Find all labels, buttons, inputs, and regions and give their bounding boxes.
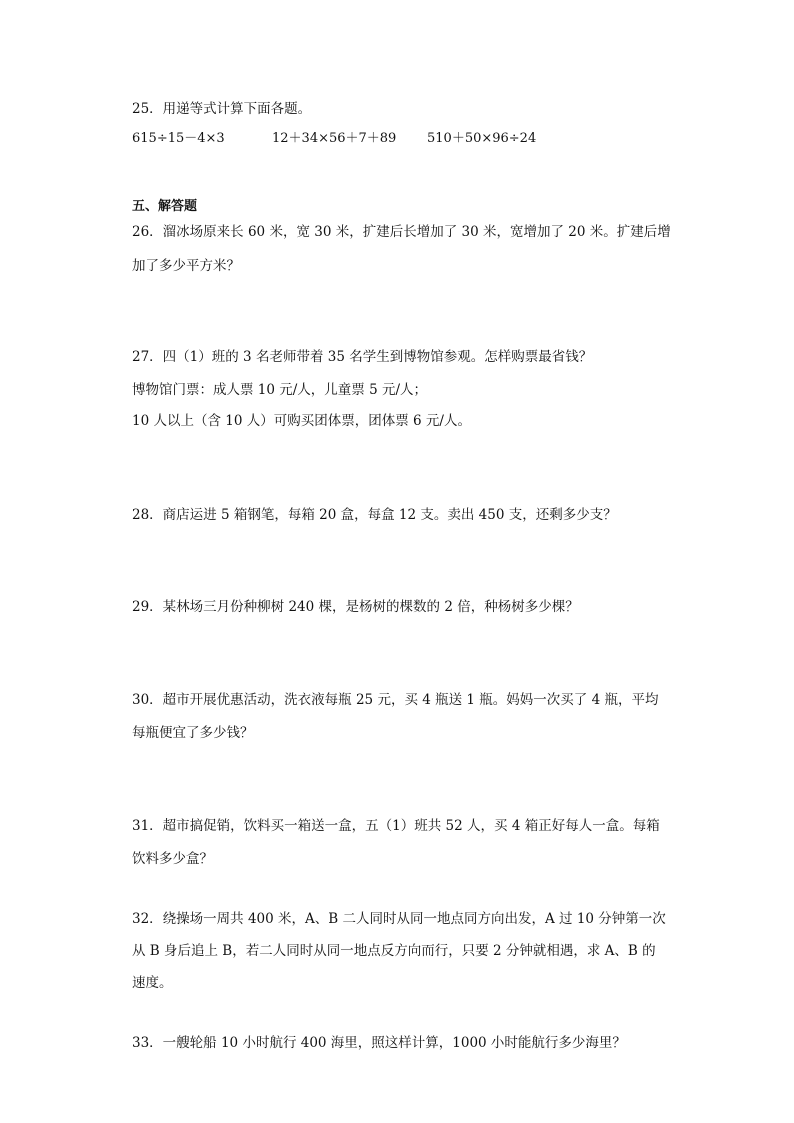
question-33-line-1: 33．一艘轮船 10 小时航行 400 海里，照这样计算，1000 小时能航行多少海里？: [132, 1035, 626, 1051]
question-30-line-1: 30．超市开展优惠活动，洗衣液每瓶 25 元，买 4 瓶送 1 瓶。妈妈一次买了 4 瓶，平均: [132, 692, 659, 708]
question-31-line-2: 饮料多少盒？: [132, 851, 213, 867]
question-32-line-3: 速度。: [132, 975, 173, 991]
expression-1: 615÷15－4×3: [132, 131, 225, 146]
question-26-line-1: 26．溜冰场原来长 60 米，宽 30 米，扩建后长增加了 30 米，宽增加了 20 米。扩建后增: [132, 224, 671, 240]
question-26-line-2: 加了多少平方米？: [132, 258, 240, 274]
question-27-line-3: 10 人以上（含 10 人）可购买团体票，团体票 6 元/人。: [132, 413, 471, 429]
question-27-line-1: 27．四（1）班的 3 名老师带着 35 名学生到博物馆参观。怎样购票最省钱？: [132, 349, 593, 365]
question-32-line-2: 从 B 身后追上 B，若二人同时从同一地点反方向而行，只要 2 分钟就相遇，求 A、B 的: [132, 943, 656, 959]
question-28-line-1: 28．商店运进 5 箱钢笔，每箱 20 盒，每盒 12 支。卖出 450 支，还剩多少支？: [132, 507, 617, 523]
question-30-line-2: 每瓶便宜了多少钱？: [132, 725, 254, 741]
question-29-line-1: 29．某林场三月份种柳树 240 棵，是杨树的棵数的 2 倍，种杨树多少棵？: [132, 599, 579, 615]
section-5-title: 五、解答题: [132, 199, 198, 214]
question-25-title: 25．用递等式计算下面各题。: [132, 101, 312, 117]
question-31-line-1: 31．超市搞促销，饮料买一箱送一盒，五（1）班共 52 人，买 4 箱正好每人一盒。每箱: [132, 818, 660, 834]
expression-3: 510＋50×96÷24: [427, 131, 537, 146]
expression-2: 12＋34×56＋7＋89: [272, 131, 397, 146]
question-27-line-2: 博物馆门票：成人票 10 元/人，儿童票 5 元/人；: [132, 382, 428, 398]
question-32-line-1: 32．绕操场一周共 400 米，A、B 二人同时从同一地点同方向出发，A 过 10 分钟第一次: [132, 911, 666, 927]
